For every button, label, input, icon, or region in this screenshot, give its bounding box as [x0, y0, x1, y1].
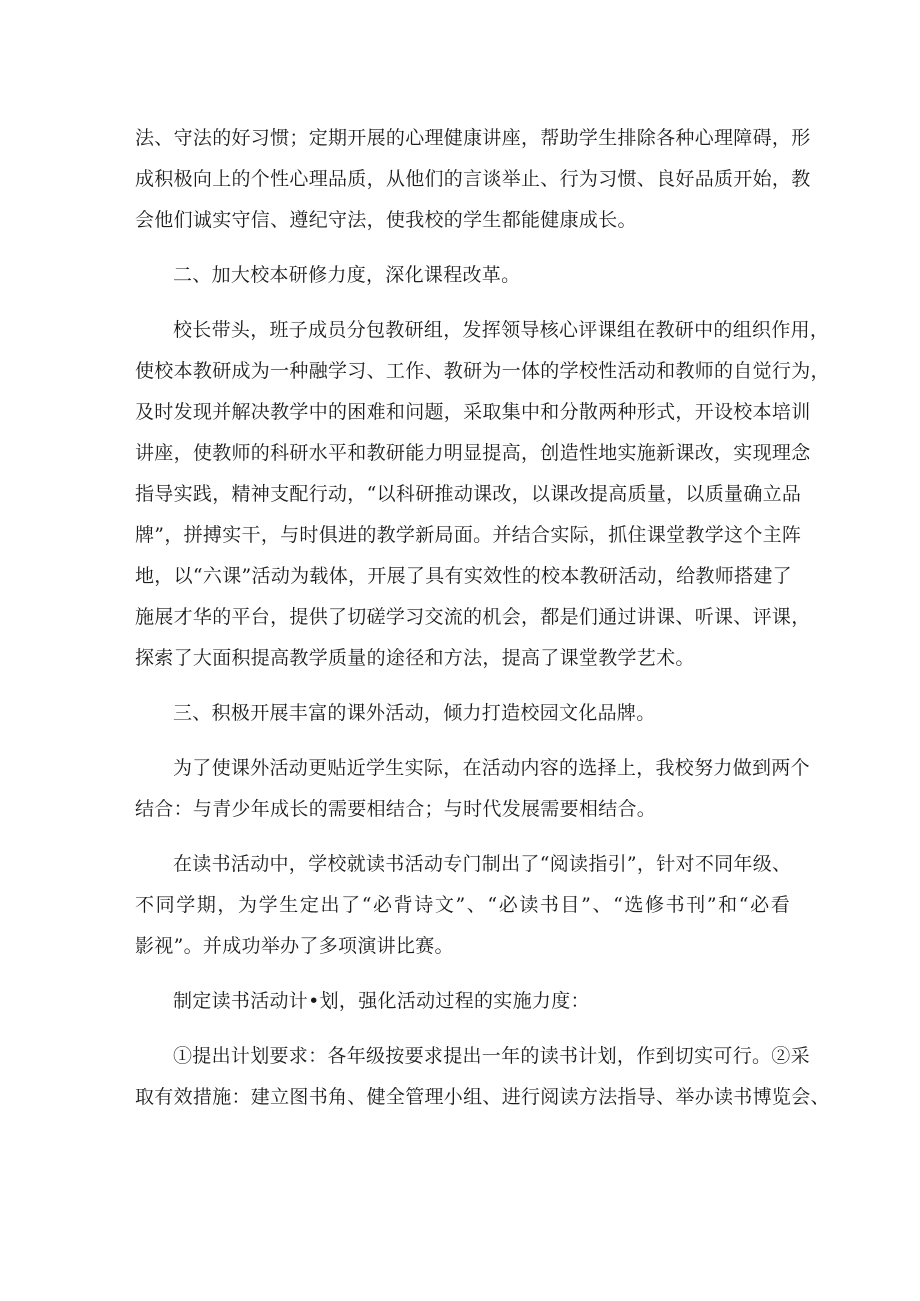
- text-line: 在读书活动中，学校就读书活动专门制出了“阅读指引”，针对不同年级、: [173, 853, 792, 875]
- text-line: 影视”。并成功举办了多项演讲比赛。: [135, 935, 454, 957]
- text-line: 牌”，拼搏实干，与时俱进的教学新局面。并结合实际，抓住课堂教学这个主阵: [135, 524, 802, 546]
- text-line: 及时发现并解决教学中的困难和问题，采取集中和分散两种形式，开设校本培训: [135, 401, 811, 423]
- section-heading-two: [135, 255, 790, 296]
- text-line: 探索了大面积提高教学质量的途径和方法，提高了课堂教学艺术。: [135, 647, 695, 669]
- paragraph-spacer: [135, 679, 790, 693]
- text-line: 制定读书活动计•划，强化活动过程的实施力度：: [173, 990, 590, 1012]
- text-line: 法、守法的好习惯；定期开展的心理健康讲座，帮助学生排除各种心理障碍，形: [135, 127, 811, 149]
- paragraph-extracurricular: [135, 748, 810, 830]
- text-line: 结合：与青少年成长的需要相结合；与时代发展需要相结合。: [135, 798, 657, 820]
- paragraph-reading-plan: [135, 981, 790, 1022]
- heading-text: 三、积极开展丰富的课外活动，倾力打造校园文化品牌。: [173, 702, 656, 724]
- text-line: 施展才华的平台，提供了切磋学习交流的机会，都是们通过讲课、听课、评课，: [135, 606, 811, 628]
- paragraph-moral-education-continued: [135, 118, 811, 241]
- text-line: 地，以“六课”活动为载体，开展了具有实效性的校本教研活动，给教师搭建了: [135, 565, 792, 587]
- text-line: 会他们诚实守信、遵纪守法，使我校的学生都能健康成长。: [135, 209, 637, 231]
- text-line: 取有效措施：建立图书角、健全管理小组、进行阅读方法指导、举办读书博览会、: [135, 1086, 830, 1108]
- section-heading-three: [135, 693, 790, 734]
- text-line: 不同学期，为学生定出了“必背诗文”、“必读书目”、“选修书刊”和“必看: [135, 894, 790, 916]
- heading-text: 二、加大校本研修力度，深化课程改革。: [173, 264, 521, 286]
- text-line: 指导实践，精神支配行动，“以科研推动课改，以课改提高质量，以质量确立品: [135, 483, 802, 505]
- document-body: [135, 118, 830, 1118]
- paragraph-spacer: [135, 734, 790, 748]
- paragraph-spacer: [135, 830, 790, 844]
- paragraph-school-research: [135, 310, 830, 679]
- paragraph-reading-activity: [135, 844, 790, 967]
- paragraph-spacer: [135, 241, 790, 255]
- paragraph-spacer: [135, 967, 790, 981]
- text-line: 成积极向上的个性心理品质，从他们的言谈举止、行为习惯、良好品质开始，教: [135, 168, 811, 190]
- paragraph-plan-measures: [135, 1036, 830, 1118]
- paragraph-spacer: [135, 296, 790, 310]
- text-line: 使校本教研成为一种融学习、工作、教研为一体的学校性活动和教师的自觉行为，: [135, 360, 830, 382]
- text-line: 讲座，使教师的科研水平和教研能力明显提高，创造性地实施新课改，实现理念: [135, 442, 811, 464]
- text-line: 为了使课外活动更贴近学生实际，在活动内容的选择上，我校努力做到两个: [173, 757, 810, 779]
- text-line: ①提出计划要求：各年级按要求提出一年的读书计划，作到切实可行。②采: [173, 1045, 810, 1067]
- paragraph-spacer: [135, 1022, 790, 1036]
- text-line: 校长带头，班子成员分包教研组，发挥领导核心评课组在教研中的组织作用，: [173, 319, 830, 341]
